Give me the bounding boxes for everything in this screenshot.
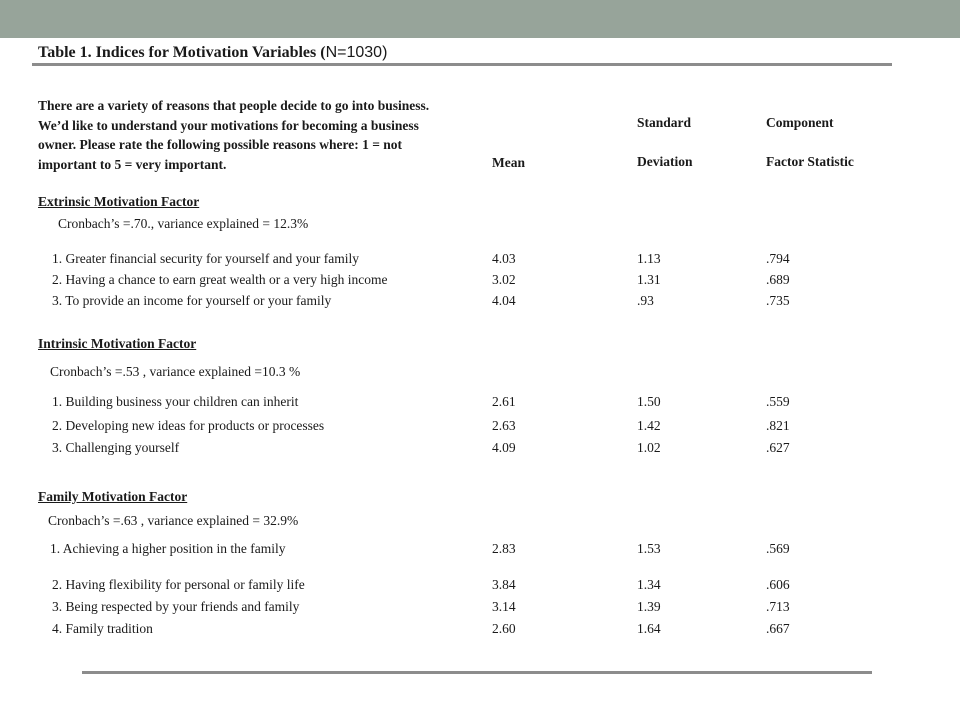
row-sd: 1.53 <box>637 541 661 556</box>
row-label: 2. Having a chance to earn great wealth or a very high income <box>52 272 388 287</box>
table-row <box>0 293 960 313</box>
row-sd: 1.13 <box>637 251 661 266</box>
row-label: 3. To provide an income for yourself or your family <box>52 293 332 308</box>
row-label: 4. Family tradition <box>52 621 153 636</box>
row-sd: 1.34 <box>637 577 661 592</box>
top-banner <box>0 0 960 38</box>
row-mean: 3.14 <box>492 599 516 614</box>
table-title-text: Table 1. Indices for Motivation Variables ( <box>38 44 326 61</box>
column-header-component-line1: Component <box>766 115 834 130</box>
row-component: .606 <box>766 577 790 592</box>
top-rule <box>32 63 892 66</box>
row-sd: .93 <box>637 293 654 308</box>
row-mean: 2.83 <box>492 541 516 556</box>
row-component: .689 <box>766 272 790 287</box>
table-row <box>0 394 960 414</box>
table-row <box>0 577 960 597</box>
row-mean: 2.63 <box>492 418 516 433</box>
row-component: .559 <box>766 394 790 409</box>
table-title <box>38 44 387 62</box>
row-label: 3. Being respected by your friends and family <box>52 599 300 614</box>
row-mean: 3.02 <box>492 272 516 287</box>
cronbach-intrinsic: Cronbach’s =.53 , variance explained =10.3 % <box>50 364 301 379</box>
column-header-mean: Mean <box>492 155 525 170</box>
row-sd: 1.50 <box>637 394 661 409</box>
row-label: 1. Achieving a higher position in the family <box>50 541 286 556</box>
row-label: 1. Building business your children can inherit <box>52 394 299 409</box>
row-component: .569 <box>766 541 790 556</box>
table-row <box>0 599 960 619</box>
table-row <box>0 621 960 641</box>
table-title-n: N=1030) <box>325 44 388 61</box>
row-label: 2. Having flexibility for personal or family life <box>52 577 305 592</box>
question-intro: There are a variety of reasons that people decide to go into business. We’d like to understand your motivations for becoming a business owner. Please rate the following possible reasons where: 1 = not important to 5 = very important. <box>38 98 430 172</box>
row-mean: 2.60 <box>492 621 516 636</box>
row-sd: 1.31 <box>637 272 661 287</box>
row-mean: 4.09 <box>492 440 516 455</box>
row-sd: 1.42 <box>637 418 661 433</box>
section-title-extrinsic: Extrinsic Motivation Factor <box>38 194 200 209</box>
row-sd: 1.39 <box>637 599 661 614</box>
row-component: .794 <box>766 251 790 266</box>
row-component: .713 <box>766 599 790 614</box>
row-component: .667 <box>766 621 790 636</box>
row-mean: 4.04 <box>492 293 516 308</box>
cronbach-family: Cronbach’s =.63 , variance explained = 32.9% <box>48 513 299 528</box>
section-title-family: Family Motivation Factor <box>38 489 188 504</box>
row-label: 1. Greater financial security for yourself and your family <box>52 251 360 266</box>
column-header-component-line2: Factor Statistic <box>766 154 854 169</box>
bottom-rule <box>82 671 872 674</box>
cronbach-extrinsic: Cronbach’s =.70., variance explained = 12.3% <box>58 216 309 231</box>
section-title-intrinsic: Intrinsic Motivation Factor <box>38 336 197 351</box>
column-header-sd-line2: Deviation <box>637 154 693 169</box>
row-sd: 1.64 <box>637 621 661 636</box>
row-sd: 1.02 <box>637 440 661 455</box>
table-row <box>0 541 960 561</box>
table-row <box>0 440 960 460</box>
row-component: .821 <box>766 418 790 433</box>
table-row <box>0 272 960 292</box>
table-row <box>0 418 960 438</box>
row-mean: 4.03 <box>492 251 516 266</box>
row-label: 2. Developing new ideas for products or processes <box>52 418 325 433</box>
row-mean: 3.84 <box>492 577 516 592</box>
row-mean: 2.61 <box>492 394 516 409</box>
table-row <box>0 251 960 271</box>
row-component: .735 <box>766 293 790 308</box>
column-header-sd-line1: Standard <box>637 115 692 130</box>
row-component: .627 <box>766 440 790 455</box>
row-label: 3. Challenging yourself <box>52 440 180 455</box>
